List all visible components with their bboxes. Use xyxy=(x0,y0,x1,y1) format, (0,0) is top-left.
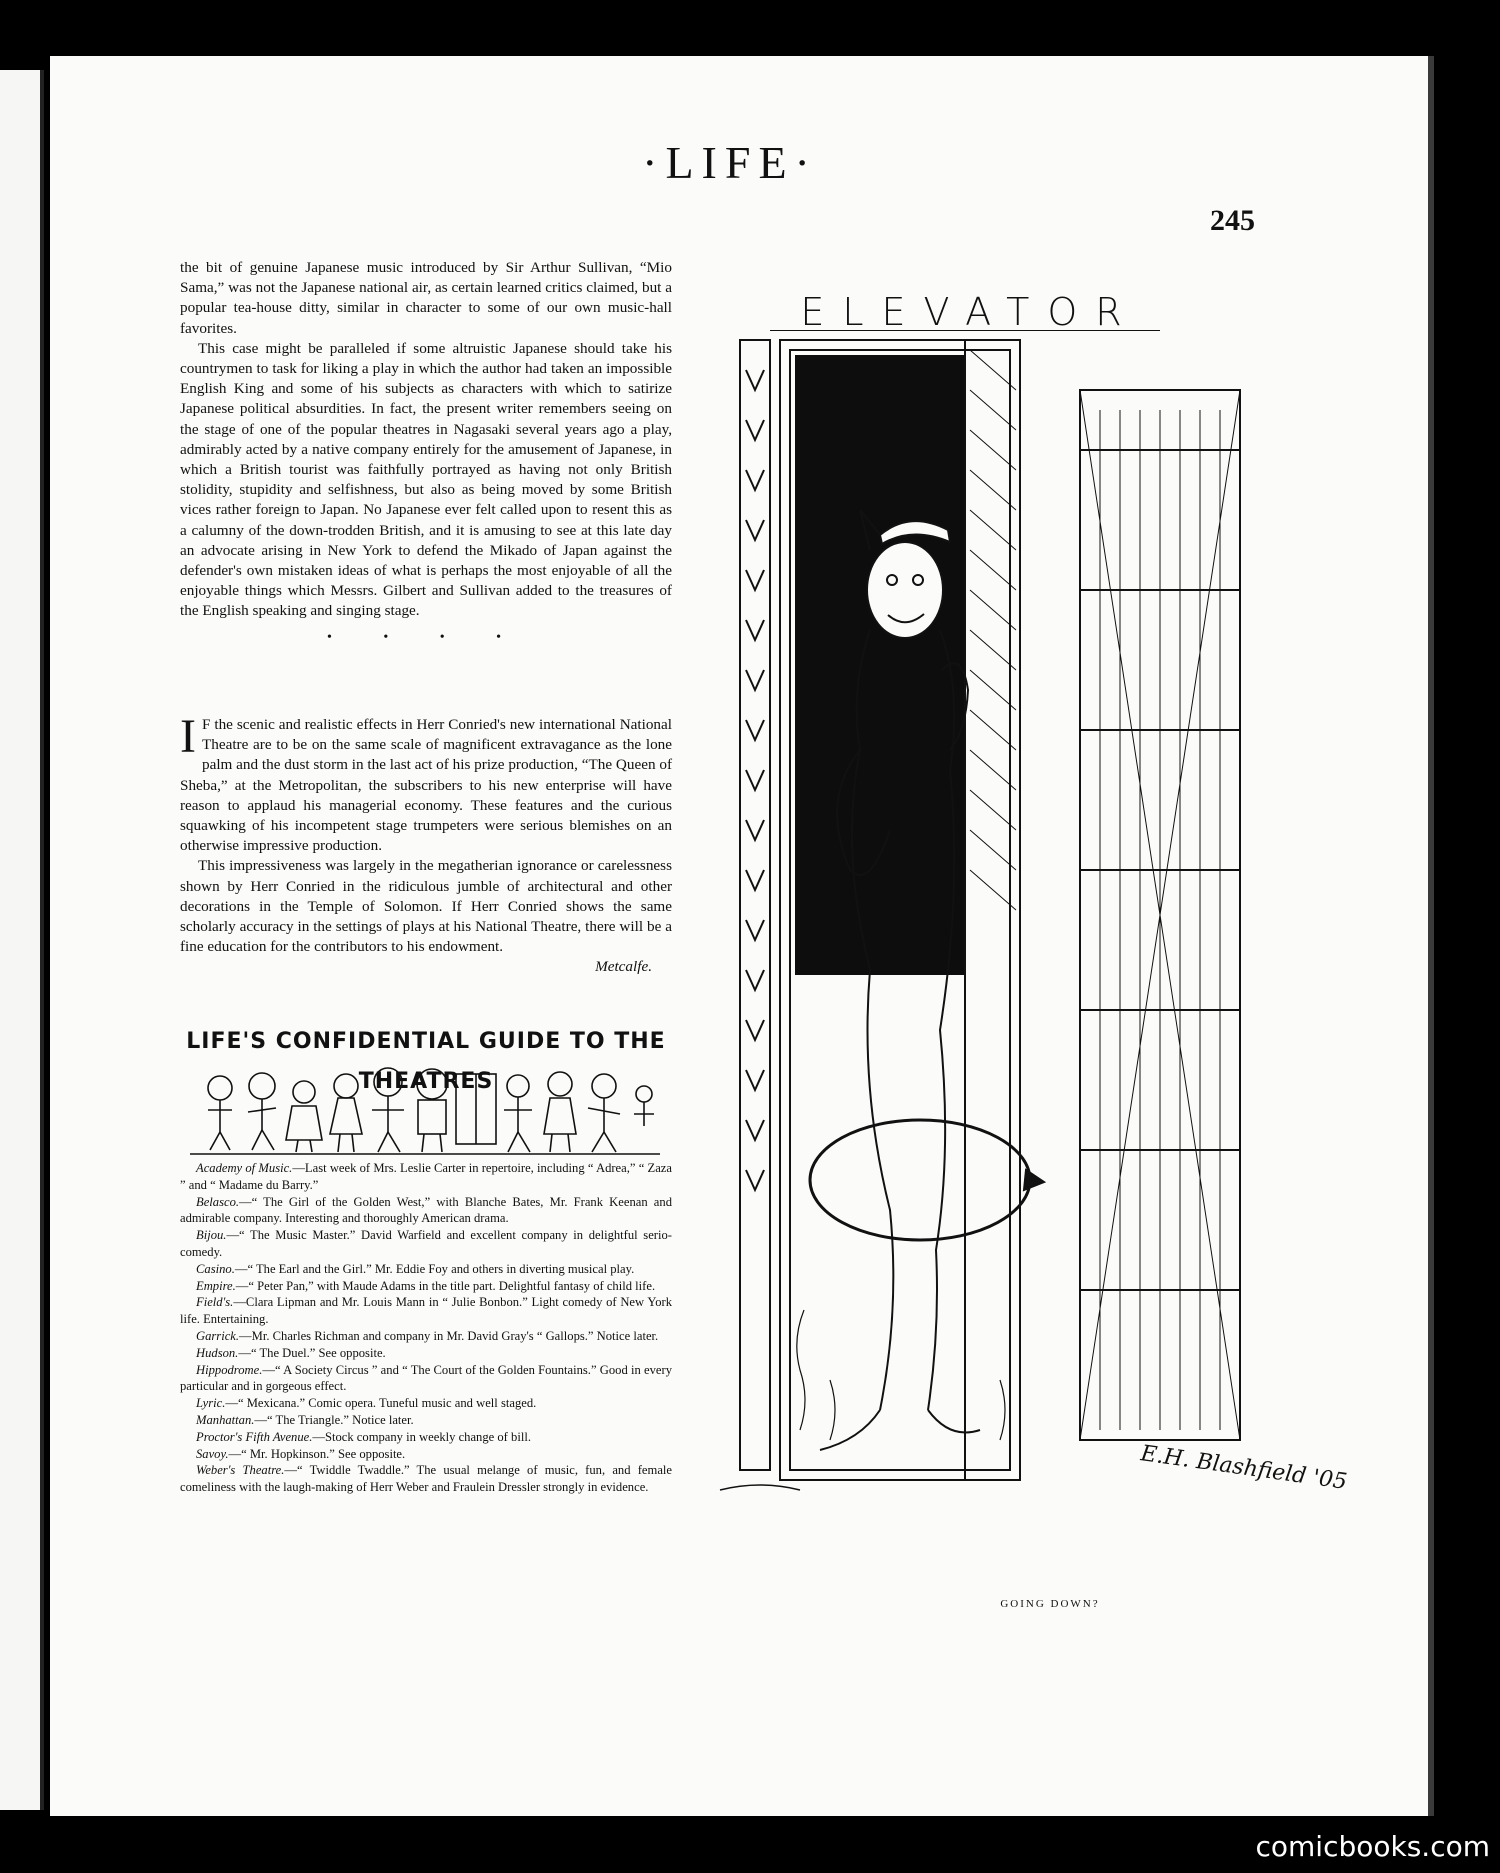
listing-text: —Clara Lipman and Mr. Louis Mann in “ Julie Bonbon.” Light comedy of New York life. Entertaining. xyxy=(180,1295,672,1327)
listing-text: —“ Peter Pan,” with Maude Adams in the title part. Delightful fantasy of child life. xyxy=(235,1278,656,1293)
listing-item xyxy=(180,1462,672,1496)
listing-venue: Field's. xyxy=(196,1295,234,1310)
listing-text: —“ Mr. Hopkinson.” See opposite. xyxy=(228,1446,406,1461)
article-paragraph xyxy=(180,710,672,856)
theatre-listings xyxy=(180,1160,672,1496)
listing-venue: Hudson. xyxy=(196,1345,239,1360)
listing-item xyxy=(180,1412,672,1429)
listing-venue: Weber's Theatre. xyxy=(196,1463,285,1478)
listing-venue: Savoy. xyxy=(196,1446,229,1461)
listing-item xyxy=(180,1160,672,1194)
guide-banner-title: LIFE'S CONFIDENTIAL GUIDE TO THE THEATRES xyxy=(186,1029,666,1094)
elevator-sign: ELEVATOR xyxy=(800,290,1140,334)
listing-item xyxy=(180,1446,672,1463)
listing-item xyxy=(180,1328,672,1345)
guide-banner-illustration xyxy=(180,1022,672,1160)
listing-venue: Proctor's Fifth Avenue. xyxy=(196,1429,313,1444)
listing-item xyxy=(180,1429,672,1446)
listing-venue: Manhattan. xyxy=(196,1412,255,1427)
listing-venue: Casino. xyxy=(196,1261,235,1276)
article-column-conried xyxy=(180,710,672,978)
listing-venue: Lyric. xyxy=(196,1396,226,1411)
listing-text: —“ The Girl of the Golden West,” with Blanche Bates, Mr. Frank Keenan and admirable company. Interesting and thoroughly American drama. xyxy=(180,1194,672,1226)
listing-text: —“ Twiddle Twaddle.” The usual melange of music, fun, and female comeliness with the laugh-making of Herr Weber and Fraulein Dressler strongly in evidence. xyxy=(180,1463,672,1495)
article-paragraph-text: F the scenic and realistic effects in Herr Conried's new international National Theatre are to be on the same scale of magnificent extravagance as the lone palm and the dust storm in the last act of his prize production, “The Queen of Sheba,” at the Metropolitan, the subscribers to his new enterprise will have reason to applaud his managerial economy. These features and the curious squawking of his incompetent stage trumpeters were serious blemishes on an otherwise impressive production. xyxy=(180,716,672,855)
listing-venue: Hippodrome. xyxy=(196,1362,263,1377)
section-separator: • • • • xyxy=(326,629,526,645)
article-paragraph: This case might be paralleled if some altruistic Japanese should take his countrymen to task for liking a play in which the author had taken an impossible English King and some of his subjects as characters with which to satirize Japanese political absurdities. In fact, the present writer remembers seeing on the stage of one of the popular theatres in Nagasaki several years ago a play, admirably acted by a native company entirely for the amusement of Japanese, in which a British tourist was faithfully portrayed as having not only British stolidity, stupidity and selfishness, but also as being moved by some British vices rather foreign to Japan. No Japanese ever felt called upon to resent this as a calumny of the down-trodden British, and it is amusing to see at this late day an advocate arising in New York to defend the Mikado of Japan against the defender's own mistaken ideas of what is perhaps the most enjoyable of all the enjoyable things which Messrs. Gilbert and Sullivan added to the treasures of the English speaking and singing stage. xyxy=(180,339,672,620)
theatre-guide-banner xyxy=(180,1022,672,1160)
devil-elevator-illustration xyxy=(700,330,1350,1530)
article-paragraph: This impressiveness was largely in the megatherian ignorance or carelessness shown by Herr Conried in the ridiculous jumble of architectural and other decorations in the Temple of Solomon. If Herr Conried shows the same scholarly accuracy in the settings of plays at his National Theatre, there will be a fine education for the contributors to his endowment. xyxy=(180,857,672,956)
listing-text: —“ The Triangle.” Notice later. xyxy=(254,1412,414,1427)
listing-text: —“ The Duel.” See opposite. xyxy=(238,1345,386,1360)
masthead-title: ·LIFE· xyxy=(642,137,818,188)
artist-signature: E.H. Blashfield '05 xyxy=(1139,1441,1349,1495)
listing-text: —“ The Earl and the Girl.” Mr. Eddie Foy and others in diverting musical play. xyxy=(234,1261,635,1276)
page-number: 245 xyxy=(1210,204,1255,237)
page-binding-edge xyxy=(1428,56,1434,1816)
listing-venue: Empire. xyxy=(196,1278,236,1293)
listing-venue: Garrick. xyxy=(196,1328,240,1343)
listing-item xyxy=(180,1362,672,1396)
listing-venue: Academy of Music. xyxy=(196,1161,293,1175)
cartoon-caption: GOING DOWN? xyxy=(1000,1598,1100,1610)
listing-text: —“ Mexicana.” Comic opera. Tuneful music and well staged. xyxy=(225,1396,537,1411)
listing-item xyxy=(180,1345,672,1362)
listing-text: —Last week of Mrs. Leslie Carter in repertoire, including “ Adrea,” “ Zaza ” and “ Madame du Barry.” xyxy=(180,1161,672,1192)
drop-cap: I xyxy=(180,710,196,763)
listing-item xyxy=(180,1227,672,1261)
listing-venue: Belasco. xyxy=(196,1194,240,1209)
listing-text: —“ A Society Circus ” and “ The Court of the Golden Fountains.” Good in every particular and in gorgeous effect. xyxy=(180,1362,672,1394)
article-column-top xyxy=(180,258,672,654)
listing-text: —“ The Music Master.” David Warfield and excellent company in delightful serio-comedy. xyxy=(180,1228,672,1259)
article-paragraph: the bit of genuine Japanese music introduced by Sir Arthur Sullivan, “Mio Sama,” was not the Japanese national air, as certain learned critics claimed, but a popular tea-house ditty, similar in character to some of our own music-hall favorites. xyxy=(180,259,672,337)
listing-item xyxy=(180,1395,672,1412)
listing-item xyxy=(180,1278,672,1295)
listing-text: —Mr. Charles Richman and company in Mr. David Gray's “ Gallops.” Notice later. xyxy=(239,1328,659,1343)
site-watermark: comicbooks.com xyxy=(1255,1830,1490,1863)
listing-item xyxy=(180,1294,672,1328)
listing-item xyxy=(180,1261,672,1278)
author-signature: Metcalfe. xyxy=(595,958,652,976)
listing-text: —Stock company in weekly change of bill. xyxy=(312,1429,531,1444)
listing-item xyxy=(180,1194,672,1228)
listing-venue: Bijou. xyxy=(196,1228,227,1243)
facing-page-edge xyxy=(0,70,44,1810)
